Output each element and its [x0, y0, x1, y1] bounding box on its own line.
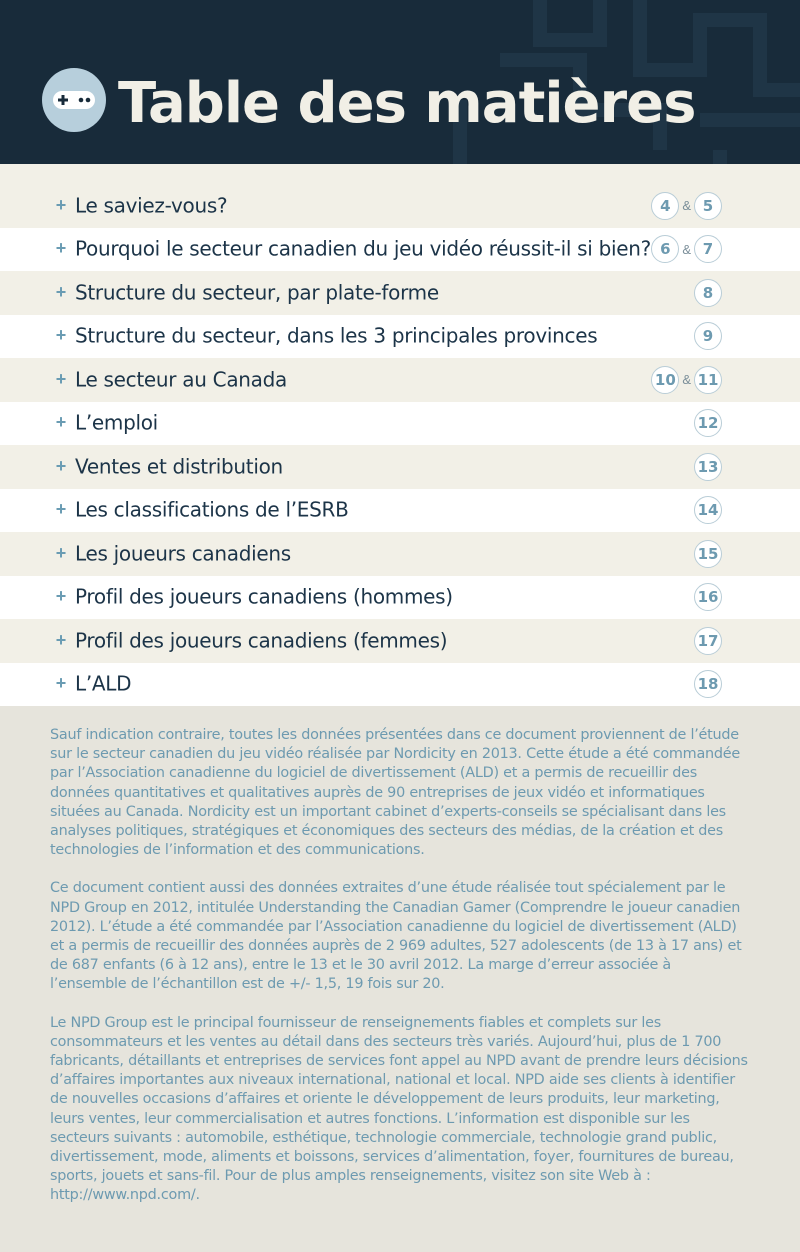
body-paragraph: Ce document contient aussi des données extraites d’une étude réalisée tout spécialement par le NPD Group en 2012, intitulée Understanding the Canadian Gamer (Comprendre le joueur canadien 2012). L’étude a été commandée par l’Association canadienne du logiciel de divertissement (ALD) et a permis de recueillir des données auprès de 2 969 adultes, 527 adolescents (de 13 à 17 ans) et de 687 enfants (6 à 12 ans), entre le 13 et le 30 avril 2012. La marge d’erreur associée à l’ensemble de l’échantillon est de +/- 1,5, 19 fois sur 20. [50, 880, 742, 993]
page-number-badge[interactable]: 4 [651, 192, 679, 220]
toc-item[interactable] [0, 532, 800, 576]
plus-icon: + [55, 412, 67, 433]
body-paragraph: Le NPD Group est le principal fournisseur de renseignements fiables et complets sur les consommateurs et les ventes au détail dans des secteurs très variés. Aujourd’hui, plus de 1 700 fabricants, détaillants et entreprises de services font appel au NPD avant de prendre leurs décisions d’affaires importantes aux niveaux international, national et local. NPD aide ses clients à identifier de nouvelles occasions d’affaires et oriente le développement de leurs produits, leur marketing, leurs ventes, leur commercialisation et autres fonctions. L’information est disponible sur les secteurs suivants : automobile, esthétique, technologie commerciale, technologie grand public, divertissement, mode, aliments et boissons, services d’alimentation, foyer, fournitures de bureau, sports, jouets et sans-fil. Pour de plus amples renseignements, visitez son site Web à : http://www.npd.com/. [50, 1014, 748, 1204]
toc-item[interactable] [0, 315, 800, 359]
toc-item[interactable] [0, 576, 800, 620]
ampersand: & [682, 241, 691, 257]
toc-item-title: Les classifications de l’ESRB [75, 497, 349, 522]
page-number-badge[interactable]: 8 [694, 279, 722, 307]
plus-icon: + [55, 281, 67, 302]
plus-icon: + [55, 368, 67, 389]
toc-item[interactable] [0, 184, 800, 228]
toc-item-title: Profil des joueurs canadiens (hommes) [75, 584, 453, 609]
page-number-badge[interactable]: 13 [694, 453, 722, 481]
page-number-badge[interactable]: 11 [694, 366, 722, 394]
toc-item-pages [694, 322, 722, 350]
toc-item-title: Structure du secteur, dans les 3 principales provinces [75, 323, 598, 348]
toc-item[interactable] [0, 228, 800, 272]
toc-item-title: Structure du secteur, par plate-forme [75, 280, 439, 305]
plus-icon: + [55, 455, 67, 476]
toc-item-title: Les joueurs canadiens [75, 541, 291, 566]
toc-item-title: Le secteur au Canada [75, 367, 287, 392]
toc-item-title: Le saviez-vous? [75, 193, 228, 218]
toc-item[interactable] [0, 489, 800, 533]
body-text [50, 726, 750, 1225]
plus-icon: + [55, 325, 67, 346]
toc-item-pages [694, 453, 722, 481]
plus-icon: + [55, 629, 67, 650]
toc-item[interactable] [0, 358, 800, 402]
page-number-badge[interactable]: 15 [694, 540, 722, 568]
toc-item-pages [694, 496, 722, 524]
page-number-badge[interactable]: 9 [694, 322, 722, 350]
page-number-badge[interactable]: 7 [694, 235, 722, 263]
toc-top-strip [0, 164, 800, 184]
toc-item-pages [651, 235, 722, 263]
toc-item-title: L’ALD [75, 671, 132, 696]
plus-icon: + [55, 194, 67, 215]
toc-item-pages [694, 670, 722, 698]
plus-icon: + [55, 586, 67, 607]
toc-item-pages [651, 366, 722, 394]
toc-item-title: Ventes et distribution [75, 454, 283, 479]
page-number-badge[interactable]: 16 [694, 583, 722, 611]
toc-item-pages [694, 583, 722, 611]
toc-item[interactable] [0, 663, 800, 707]
gamepad-icon [42, 68, 106, 132]
toc-item[interactable] [0, 445, 800, 489]
plus-icon: + [55, 499, 67, 520]
plus-icon: + [55, 542, 67, 563]
ampersand: & [682, 372, 691, 388]
toc-item[interactable] [0, 271, 800, 315]
page-number-badge[interactable]: 6 [651, 235, 679, 263]
toc-item-title: Pourquoi le secteur canadien du jeu vidéo réussit-il si bien? [75, 236, 651, 261]
toc-item-title: L’emploi [75, 410, 158, 435]
toc-item-pages [694, 409, 722, 437]
plus-icon: + [55, 673, 67, 694]
plus-icon: + [55, 238, 67, 259]
toc-item-pages [694, 627, 722, 655]
toc-item[interactable] [0, 619, 800, 663]
toc-item-pages [694, 279, 722, 307]
table-of-contents [0, 184, 800, 706]
page-number-badge[interactable]: 12 [694, 409, 722, 437]
page-number-badge[interactable]: 5 [694, 192, 722, 220]
ampersand: & [682, 198, 691, 214]
page-number-badge[interactable]: 18 [694, 670, 722, 698]
body-paragraph: Sauf indication contraire, toutes les données présentées dans ce document proviennent de l’étude sur le secteur canadien du jeu vidéo réalisée par Nordicity en 2013. Cette étude a été commandée par l’Association canadienne du logiciel de divertissement (ALD) et a permis de recueillir des données quantitatives et qualitatives auprès de 90 entreprises de jeux vidéo et informatiques situées au Canada. Nordicity est un important cabinet d’experts-conseils se spécialisant dans les analyses politiques, stratégiques et économiques des secteurs des médias, de la création et des technologies de l’information et des communications. [50, 727, 740, 859]
toc-item[interactable] [0, 402, 800, 446]
toc-item-pages [694, 540, 722, 568]
page-number-badge[interactable]: 17 [694, 627, 722, 655]
header-banner [0, 0, 800, 164]
toc-item-pages [651, 192, 722, 220]
toc-item-title: Profil des joueurs canadiens (femmes) [75, 628, 448, 653]
page-number-badge[interactable]: 14 [694, 496, 722, 524]
page-number-badge[interactable]: 10 [651, 366, 679, 394]
page-title: Table des matières [118, 71, 696, 136]
